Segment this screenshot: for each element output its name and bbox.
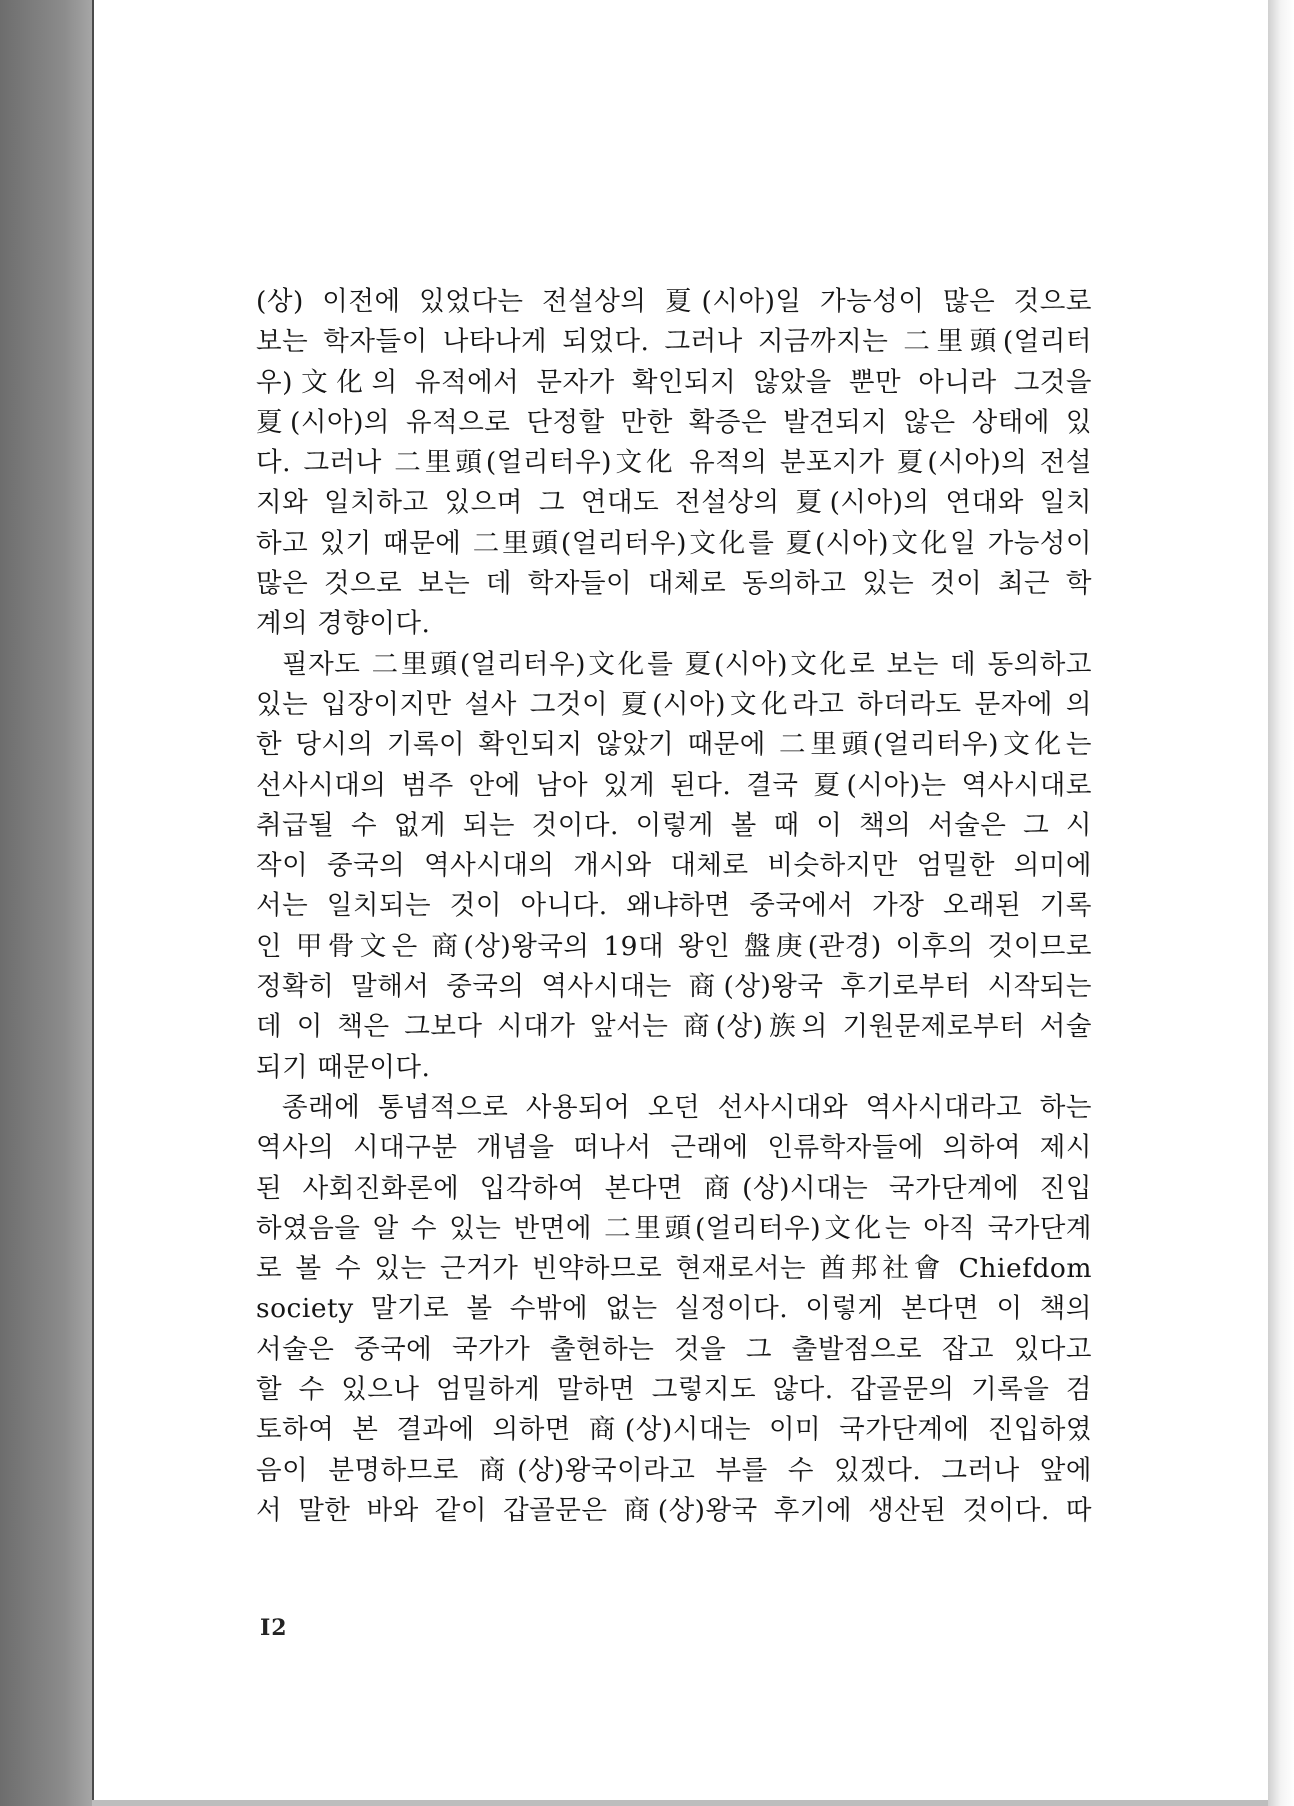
text-line: 취급될 수 없게 되는 것이다. 이렇게 볼 때 이 책의 서술은 그 시 — [256, 809, 1092, 841]
text-line: 종래에 통념적으로 사용되어 오던 선사시대와 역사시대라고 하는 — [282, 1091, 1092, 1123]
page-bottom-edge — [92, 1800, 1268, 1806]
text-line: 선사시대의 범주 안에 남아 있게 된다. 결국 夏(시아)는 역사시대로 — [256, 769, 1092, 801]
body-text — [256, 282, 1092, 1531]
text-line: 하였음을 알 수 있는 반면에 二里頭(얼리터우)文化는 아직 국가단계 — [256, 1212, 1092, 1244]
text-line: 하고 있기 때문에 二里頭(얼리터우)文化를 夏(시아)文化일 가능성이 — [256, 527, 1092, 559]
text-line: 음이 분명하므로 商(상)왕국이라고 부를 수 있겠다. 그러나 앞에 — [256, 1454, 1092, 1486]
text-line: 서는 일치되는 것이 아니다. 왜냐하면 중국에서 가장 오래된 기록 — [256, 890, 1092, 922]
text-line: 작이 중국의 역사시대의 개시와 대체로 비슷하지만 엄밀한 의미에 — [256, 850, 1092, 882]
text-line: 많은 것으로 보는 데 학자들이 대체로 동의하고 있는 것이 최근 학 — [256, 568, 1092, 600]
text-line: 인 甲骨文은 商(상)왕국의 19대 왕인 盤庚(관경) 이후의 것이므로 — [256, 930, 1092, 962]
scanner-left-margin — [0, 0, 92, 1806]
text-line: 한 당시의 기록이 확인되지 않았기 때문에 二里頭(얼리터우)文化는 — [256, 729, 1092, 761]
text-line: 로 볼 수 있는 근거가 빈약하므로 현재로서는 酋邦社會 Chiefdom — [256, 1253, 1092, 1285]
paragraph-2 — [256, 645, 1092, 1088]
text-line: 토하여 본 결과에 의하면 商(상)시대는 이미 국가단계에 진입하였 — [256, 1414, 1092, 1446]
text-line: 보는 학자들이 나타나게 되었다. 그러나 지금까지는 二里頭(얼리터 — [256, 326, 1092, 358]
text-line: 서술은 중국에 국가가 출현하는 것을 그 출발점으로 잡고 있다고 — [256, 1333, 1092, 1365]
text-line: 역사의 시대구분 개념을 떠나서 근래에 인류학자들에 의하여 제시 — [256, 1132, 1092, 1164]
text-line: 지와 일치하고 있으며 그 연대도 전설상의 夏(시아)의 연대와 일치 — [256, 487, 1092, 519]
text-line: 우)文化의 유적에서 문자가 확인되지 않았을 뿐만 아니라 그것을 — [256, 366, 1092, 398]
text-line: 할 수 있으나 엄밀하게 말하면 그렇지도 않다. 갑골문의 기록을 검 — [256, 1374, 1092, 1406]
page-number: I2 — [260, 1615, 288, 1641]
text-line: society 말기로 볼 수밖에 없는 실정이다. 이렇게 본다면 이 책의 — [256, 1293, 1092, 1325]
text-line: 서 말한 바와 같이 갑골문은 商(상)왕국 후기에 생산된 것이다. 따 — [256, 1494, 1092, 1526]
text-line: 되기 때문이다. — [256, 1051, 431, 1083]
page-right-edge — [1268, 0, 1294, 1806]
text-line: (상) 이전에 있었다는 전설상의 夏(시아)일 가능성이 많은 것으로 — [256, 286, 1092, 317]
text-line: 다. 그러나 二里頭(얼리터우)文化 유적의 분포지가 夏(시아)의 전설 — [256, 447, 1092, 479]
text-line: 정확히 말해서 중국의 역사시대는 商(상)왕국 후기로부터 시작되는 — [256, 971, 1092, 1003]
text-line: 계의 경향이다. — [256, 608, 431, 640]
text-line: 夏(시아)의 유적으로 단정할 만한 확증은 발견되지 않은 상태에 있 — [256, 406, 1092, 438]
text-line: 데 이 책은 그보다 시대가 앞서는 商(상)族의 기원문제로부터 서술 — [256, 1011, 1092, 1043]
text-line: 필자도 二里頭(얼리터우)文化를 夏(시아)文化로 보는 데 동의하고 — [282, 648, 1092, 680]
paragraph-1 — [256, 282, 1092, 645]
paragraph-3 — [256, 1088, 1092, 1531]
text-line: 된 사회진화론에 입각하여 본다면 商(상)시대는 국가단계에 진입 — [256, 1172, 1092, 1204]
text-line: 있는 입장이지만 설사 그것이 夏(시아)文化라고 하더라도 문자에 의 — [256, 688, 1092, 720]
